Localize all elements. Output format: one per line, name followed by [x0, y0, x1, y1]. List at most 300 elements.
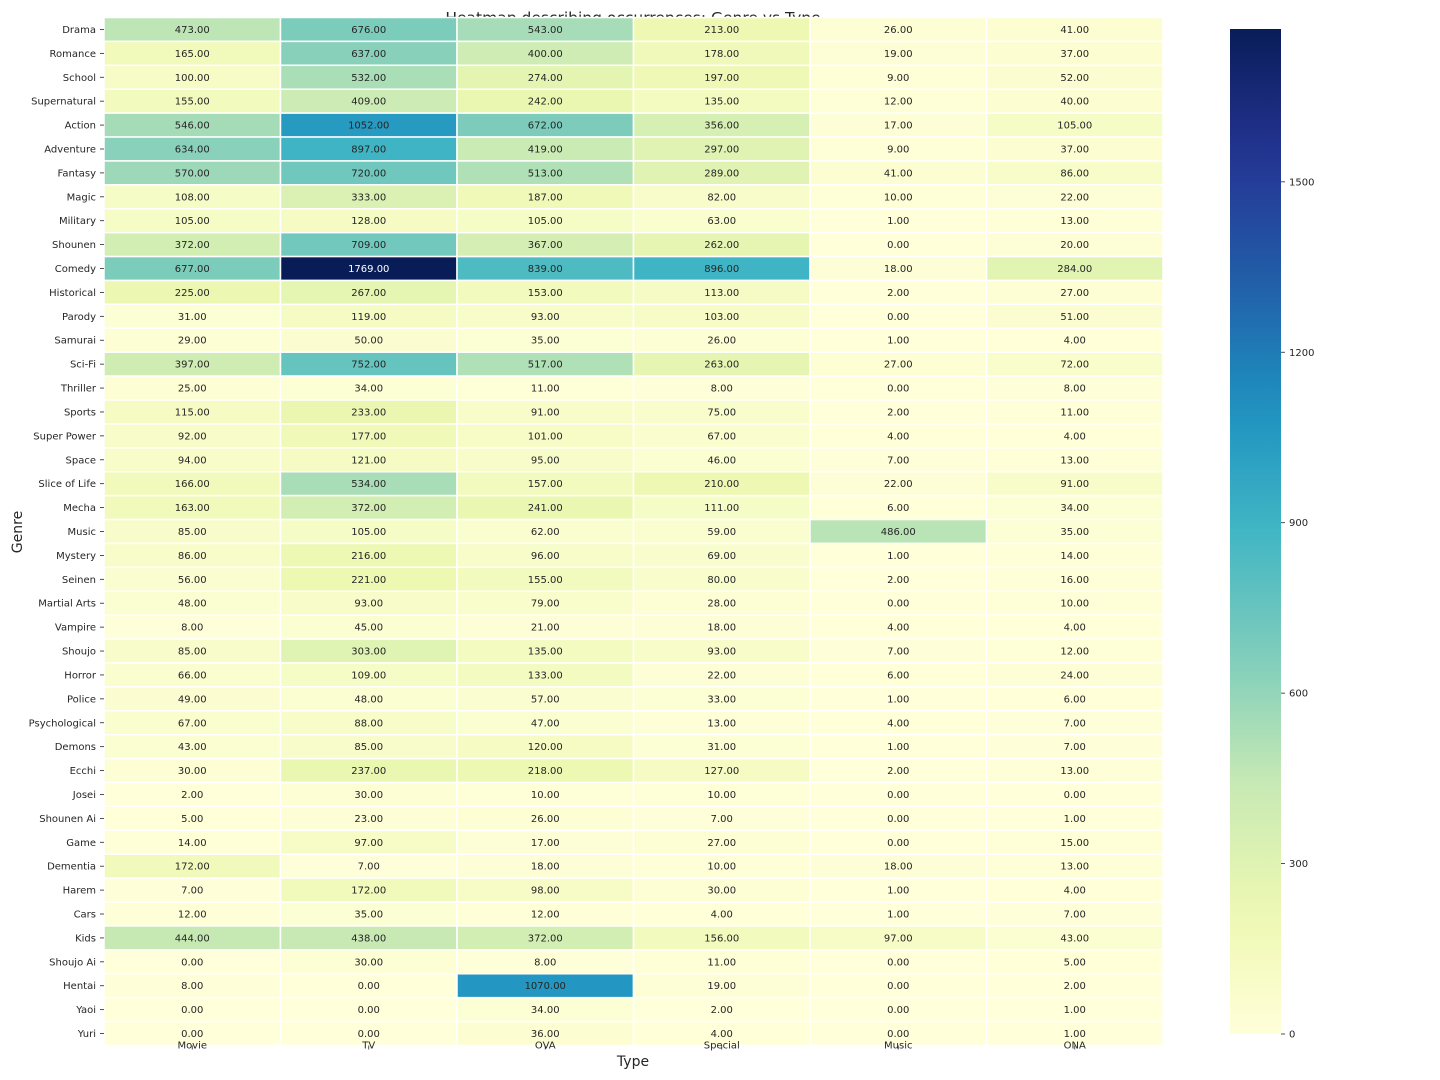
- cell-value-label: 0.00: [1063, 789, 1086, 801]
- y-tick-label: Romance: [49, 48, 96, 60]
- cell-value-label: 22.00: [707, 670, 737, 682]
- cell-value-label: 103.00: [704, 311, 740, 323]
- cell-value-label: 62.00: [530, 527, 560, 538]
- y-tick-label: Adventure: [44, 144, 96, 156]
- cell-value-label: 289.00: [704, 168, 740, 180]
- cell-value-label: 19.00: [707, 981, 737, 993]
- cell-value-label: 534.00: [351, 479, 387, 491]
- cell-value-label: 155.00: [527, 574, 563, 586]
- cell-value-label: 6.00: [887, 670, 910, 682]
- cell-value-label: 634.00: [174, 144, 210, 156]
- cell-value-label: 94.00: [177, 455, 207, 467]
- cell-value-label: 29.00: [177, 335, 207, 347]
- cell-value-label: 0.00: [887, 789, 910, 801]
- y-tick-label: Historical: [49, 287, 96, 299]
- y-tick-label: Kids: [75, 933, 96, 945]
- cell-value-label: 21.00: [530, 622, 560, 634]
- cell-value-label: 0.00: [887, 311, 910, 323]
- cell-value-label: 14.00: [177, 837, 207, 849]
- cell-value-label: 720.00: [351, 168, 387, 180]
- cell-value-label: 677.00: [174, 264, 210, 276]
- cell-value-label: 0.00: [887, 813, 910, 825]
- cell-value-label: 0.00: [887, 837, 910, 849]
- cell-value-label: 12.00: [1060, 646, 1090, 658]
- y-tick-label: Demons: [54, 742, 96, 754]
- colorbar-tick-label: 300: [1289, 859, 1309, 871]
- cell-value-label: 0.00: [181, 957, 204, 969]
- cell-value-label: 41.00: [883, 168, 913, 180]
- cell-value-label: 372.00: [527, 933, 563, 945]
- cell-value-label: 10.00: [883, 192, 913, 204]
- y-tick-label: Ecchi: [69, 766, 96, 778]
- cell-value-label: 752.00: [351, 359, 387, 371]
- y-tick-label: Yaoi: [76, 1005, 96, 1017]
- cell-value-label: 2.00: [1063, 981, 1086, 993]
- cell-value-label: 31.00: [707, 742, 737, 754]
- cell-value-label: 274.00: [527, 72, 563, 84]
- cell-value-label: 57.00: [530, 694, 560, 706]
- y-axis-label: Genre: [10, 510, 26, 554]
- cell-value-label: 13.00: [1060, 455, 1090, 467]
- cell-value-label: 82.00: [707, 192, 737, 204]
- cell-value-label: 111.00: [704, 503, 740, 515]
- y-tick-label: Shoujo Ai: [49, 957, 96, 969]
- cell-value-label: 7.00: [887, 455, 910, 467]
- y-tick-label: Super Power: [33, 431, 96, 443]
- cell-value-label: 1769.00: [348, 264, 390, 276]
- cell-value-label: 18.00: [707, 622, 737, 634]
- cell-value-label: 7.00: [710, 813, 733, 825]
- cell-value-label: 86.00: [177, 550, 207, 562]
- y-tick-label: Horror: [64, 670, 96, 682]
- colorbar: [1230, 29, 1281, 1034]
- heatmap-cells: [104, 18, 1163, 1046]
- y-tick-label: Hentai: [63, 981, 96, 993]
- cell-value-label: 26.00: [883, 24, 913, 36]
- cell-value-label: 7.00: [357, 861, 380, 873]
- cell-value-label: 30.00: [354, 957, 384, 969]
- cell-value-label: 43.00: [1060, 933, 1090, 945]
- cell-value-label: 13.00: [1060, 216, 1090, 228]
- cell-value-label: 35.00: [530, 335, 560, 347]
- cell-value-label: 101.00: [527, 431, 563, 443]
- y-tick-label: Seinen: [61, 574, 96, 586]
- cell-value-label: 10.00: [707, 789, 737, 801]
- cell-value-label: 333.00: [351, 192, 387, 204]
- cell-value-label: 27.00: [1060, 287, 1090, 299]
- cell-value-label: 897.00: [351, 144, 387, 156]
- cell-value-label: 28.00: [707, 598, 737, 610]
- cell-value-label: 51.00: [1060, 311, 1090, 323]
- y-tick-label: Space: [65, 455, 96, 467]
- cell-value-label: 172.00: [174, 861, 210, 873]
- cell-value-label: 242.00: [527, 96, 563, 108]
- y-tick-label: Thriller: [60, 383, 96, 395]
- cell-value-label: 177.00: [351, 431, 387, 443]
- cell-value-label: 41.00: [1060, 24, 1090, 36]
- y-tick-label: Military: [58, 216, 96, 228]
- cell-value-label: 163.00: [174, 503, 210, 515]
- cell-value-label: 532.00: [351, 72, 387, 84]
- x-tick-label: Special: [703, 1040, 740, 1052]
- cell-value-label: 13.00: [1060, 861, 1090, 873]
- cell-value-label: 67.00: [177, 718, 207, 730]
- cell-value-label: 30.00: [177, 766, 207, 778]
- cell-value-label: 7.00: [181, 885, 204, 897]
- y-tick-label: Mystery: [56, 550, 96, 562]
- cell-value-label: 135.00: [527, 646, 563, 658]
- cell-value-label: 59.00: [707, 527, 737, 538]
- cell-value-label: 13.00: [707, 718, 737, 730]
- cell-value-label: 233.00: [351, 407, 387, 419]
- y-tick-label: Mecha: [63, 503, 96, 515]
- cell-value-label: 66.00: [177, 670, 207, 682]
- cell-value-label: 9.00: [887, 72, 910, 84]
- cell-value-label: 0.00: [181, 1005, 204, 1017]
- cell-value-label: 213.00: [704, 24, 740, 36]
- cell-value-label: 0.00: [887, 981, 910, 993]
- cell-value-label: 1.00: [887, 335, 910, 347]
- cell-value-label: 12.00: [883, 96, 913, 108]
- cell-value-label: 18.00: [883, 861, 913, 873]
- cell-value-label: 67.00: [707, 431, 737, 443]
- cell-value-label: 69.00: [707, 550, 737, 562]
- cell-value-label: 4.00: [1063, 335, 1086, 347]
- cell-value-label: 40.00: [1060, 96, 1090, 108]
- cell-value-label: 210.00: [704, 479, 740, 491]
- cell-value-label: 56.00: [177, 574, 207, 586]
- cell-value-label: 2.00: [887, 766, 910, 778]
- cell-value-label: 120.00: [527, 742, 563, 754]
- cell-value-label: 24.00: [1060, 670, 1090, 682]
- x-axis-label: Type: [616, 1054, 650, 1070]
- y-tick-label: Drama: [62, 24, 96, 36]
- y-tick-label: Harem: [62, 885, 96, 897]
- cell-value-label: 79.00: [530, 598, 560, 610]
- cell-value-label: 172.00: [351, 885, 387, 897]
- y-tick-label: Game: [66, 837, 96, 849]
- cell-value-label: 157.00: [527, 479, 563, 491]
- y-tick-label: Slice of Life: [38, 479, 96, 491]
- cell-value-label: 241.00: [527, 503, 563, 515]
- cell-value-label: 48.00: [354, 694, 384, 706]
- cell-value-label: 31.00: [177, 311, 207, 323]
- cell-value-label: 86.00: [1060, 168, 1090, 180]
- y-tick-label: Music: [67, 527, 96, 538]
- cell-value-label: 6.00: [1063, 694, 1086, 706]
- cell-value-label: 486.00: [880, 527, 916, 538]
- cell-value-label: 37.00: [1060, 48, 1090, 60]
- cell-value-label: 709.00: [351, 240, 387, 252]
- cell-value-label: 2.00: [181, 789, 204, 801]
- cell-value-label: 1052.00: [348, 120, 390, 132]
- y-tick-label: Sports: [63, 407, 96, 419]
- cell-value-label: 26.00: [707, 335, 737, 347]
- cell-value-label: 237.00: [351, 766, 387, 778]
- y-tick-label: Samurai: [54, 335, 96, 347]
- cell-value-label: 11.00: [1060, 407, 1090, 419]
- cell-value-label: 1.00: [887, 885, 910, 897]
- cell-value-label: 93.00: [354, 598, 384, 610]
- cell-value-label: 2.00: [887, 574, 910, 586]
- cell-value-label: 218.00: [527, 766, 563, 778]
- cell-value-label: 10.00: [707, 861, 737, 873]
- y-tick-label: Cars: [73, 909, 96, 921]
- cell-value-label: 263.00: [704, 359, 740, 371]
- cell-value-label: 10.00: [1060, 598, 1090, 610]
- cell-value-label: 14.00: [1060, 550, 1090, 562]
- colorbar-ticks: [1281, 177, 1314, 1040]
- cell-value-label: 100.00: [174, 72, 210, 84]
- cell-value-label: 12.00: [530, 909, 560, 921]
- cell-value-label: 45.00: [354, 622, 384, 634]
- y-tick-label: Supernatural: [31, 96, 96, 108]
- cell-value-label: 17.00: [883, 120, 913, 132]
- cell-value-label: 133.00: [527, 670, 563, 682]
- y-tick-label: Josei: [72, 789, 96, 801]
- cell-value-label: 91.00: [530, 407, 560, 419]
- y-tick-label: Shounen: [52, 240, 96, 252]
- cell-value-label: 80.00: [707, 574, 737, 586]
- cell-value-label: 108.00: [174, 192, 210, 204]
- cell-value-label: 155.00: [174, 96, 210, 108]
- cell-value-label: 473.00: [174, 24, 210, 36]
- cell-value-label: 419.00: [527, 144, 563, 156]
- cell-value-label: 93.00: [530, 311, 560, 323]
- cell-value-label: 35.00: [1060, 527, 1090, 538]
- cell-value-label: 91.00: [1060, 479, 1090, 491]
- cell-value-label: 92.00: [177, 431, 207, 443]
- y-tick-label: School: [62, 72, 96, 84]
- cell-value-label: 7.00: [887, 646, 910, 658]
- cell-value-label: 8.00: [181, 981, 204, 993]
- cell-value-label: 105.00: [351, 527, 387, 538]
- cell-value-label: 4.00: [1063, 885, 1086, 897]
- y-tick-label: Psychological: [28, 718, 96, 730]
- cell-value-label: 97.00: [883, 933, 913, 945]
- cell-value-label: 34.00: [530, 1005, 560, 1017]
- cell-value-label: 4.00: [887, 718, 910, 730]
- cell-value-label: 33.00: [707, 694, 737, 706]
- cell-value-label: 543.00: [527, 24, 563, 36]
- cell-value-label: 1.00: [887, 550, 910, 562]
- cell-value-label: 105.00: [527, 216, 563, 228]
- cell-value-label: 75.00: [707, 407, 737, 419]
- cell-value-label: 46.00: [707, 455, 737, 467]
- cell-value-label: 0.00: [887, 383, 910, 395]
- cell-value-label: 7.00: [1063, 718, 1086, 730]
- cell-value-label: 11.00: [530, 383, 560, 395]
- cell-value-label: 18.00: [883, 264, 913, 276]
- cell-value-label: 153.00: [527, 287, 563, 299]
- cell-value-label: 30.00: [354, 789, 384, 801]
- cell-value-label: 22.00: [883, 479, 913, 491]
- cell-value-label: 15.00: [1060, 837, 1090, 849]
- cell-value-label: 517.00: [527, 359, 563, 371]
- cell-value-label: 1.00: [887, 909, 910, 921]
- x-tick-label: TV: [362, 1040, 376, 1052]
- cell-value-label: 20.00: [1060, 240, 1090, 252]
- cell-value-label: 4.00: [1063, 622, 1086, 634]
- cell-value-label: 97.00: [354, 837, 384, 849]
- cell-value-label: 1.00: [1063, 1029, 1086, 1041]
- cell-value-label: 2.00: [887, 407, 910, 419]
- y-tick-label: Shoujo: [61, 646, 96, 658]
- cell-value-label: 85.00: [177, 646, 207, 658]
- y-tick-label: Comedy: [54, 264, 96, 276]
- cell-value-label: 127.00: [704, 766, 740, 778]
- x-tick-label: OVA: [534, 1040, 556, 1052]
- cell-value-label: 672.00: [527, 120, 563, 132]
- cell-value-label: 23.00: [354, 813, 384, 825]
- cell-value-label: 105.00: [1057, 120, 1093, 132]
- cell-value-label: 438.00: [351, 933, 387, 945]
- cell-value-label: 372.00: [174, 240, 210, 252]
- y-tick-label: Police: [67, 694, 96, 706]
- cell-value-label: 50.00: [354, 335, 384, 347]
- cell-value-label: 221.00: [351, 574, 387, 586]
- cell-value-label: 17.00: [530, 837, 560, 849]
- cell-value-label: 4.00: [887, 622, 910, 634]
- cell-value-label: 0.00: [357, 981, 380, 993]
- y-tick-label: Fantasy: [57, 168, 96, 180]
- cell-value-label: 0.00: [887, 240, 910, 252]
- cell-value-label: 16.00: [1060, 574, 1090, 586]
- y-tick-label: Magic: [66, 192, 96, 204]
- cell-value-label: 1.00: [1063, 813, 1086, 825]
- cell-value-label: 113.00: [704, 287, 740, 299]
- cell-value-label: 48.00: [177, 598, 207, 610]
- cell-value-label: 372.00: [351, 503, 387, 515]
- cell-value-label: 896.00: [704, 264, 740, 276]
- cell-value-label: 8.00: [1063, 383, 1086, 395]
- y-tick-label: Vampire: [54, 622, 96, 634]
- cell-value-label: 5.00: [181, 813, 204, 825]
- cell-value-label: 47.00: [530, 718, 560, 730]
- cell-value-label: 262.00: [704, 240, 740, 252]
- cell-value-label: 119.00: [351, 311, 387, 323]
- cell-value-label: 34.00: [354, 383, 384, 395]
- cell-value-label: 0.00: [887, 1005, 910, 1017]
- cell-value-label: 156.00: [704, 933, 740, 945]
- cell-value-label: 13.00: [1060, 766, 1090, 778]
- cell-value-label: 0.00: [887, 957, 910, 969]
- cell-value-label: 22.00: [1060, 192, 1090, 204]
- cell-value-label: 85.00: [354, 742, 384, 754]
- cell-value-label: 216.00: [351, 550, 387, 562]
- cell-value-label: 1.00: [887, 216, 910, 228]
- cell-value-label: 297.00: [704, 144, 740, 156]
- cell-value-label: 88.00: [354, 718, 384, 730]
- cell-value-label: 25.00: [177, 383, 207, 395]
- cell-value-label: 397.00: [174, 359, 210, 371]
- cell-value-label: 839.00: [527, 264, 563, 276]
- cell-value-label: 570.00: [174, 168, 210, 180]
- cell-value-label: 356.00: [704, 120, 740, 132]
- x-tick-label: Movie: [177, 1040, 208, 1052]
- cell-value-label: 178.00: [704, 48, 740, 60]
- y-tick-label: Yuri: [77, 1029, 96, 1041]
- cell-value-label: 8.00: [181, 622, 204, 634]
- cell-value-label: 36.00: [530, 1029, 560, 1041]
- cell-value-label: 5.00: [1063, 957, 1086, 969]
- colorbar-tick-label: 1500: [1289, 177, 1315, 189]
- cell-value-label: 0.00: [887, 598, 910, 610]
- cell-value-label: 35.00: [354, 909, 384, 921]
- cell-value-label: 10.00: [530, 789, 560, 801]
- cell-value-label: 85.00: [177, 527, 207, 538]
- cell-value-label: 8.00: [710, 383, 733, 395]
- cell-value-label: 49.00: [177, 694, 207, 706]
- x-tick-label: Music: [884, 1040, 913, 1052]
- cell-value-label: 128.00: [351, 216, 387, 228]
- colorbar-tick-label: 0: [1289, 1029, 1296, 1041]
- cell-value-label: 0.00: [357, 1029, 380, 1041]
- y-tick-label: Action: [64, 120, 96, 132]
- cell-value-label: 637.00: [351, 48, 387, 60]
- colorbar-tick-label: 600: [1289, 688, 1309, 700]
- cell-value-label: 93.00: [707, 646, 737, 658]
- cell-value-label: 27.00: [707, 837, 737, 849]
- cell-value-label: 8.00: [534, 957, 557, 969]
- cell-value-label: 0.00: [357, 1005, 380, 1017]
- y-tick-labels: [29, 25, 104, 1040]
- cell-value-label: 367.00: [527, 240, 563, 252]
- cell-value-label: 7.00: [1063, 742, 1086, 754]
- cell-value-label: 96.00: [530, 550, 560, 562]
- cell-value-label: 34.00: [1060, 503, 1090, 515]
- cell-value-label: 4.00: [710, 1029, 733, 1041]
- cell-value-label: 197.00: [704, 72, 740, 84]
- cell-value-label: 19.00: [883, 48, 913, 60]
- cell-value-label: 165.00: [174, 48, 210, 60]
- y-tick-label: Dementia: [47, 861, 96, 873]
- cell-value-label: 409.00: [351, 96, 387, 108]
- cell-value-label: 187.00: [527, 192, 563, 204]
- cell-value-label: 676.00: [351, 24, 387, 36]
- cell-value-label: 115.00: [174, 407, 210, 419]
- cell-value-label: 27.00: [883, 359, 913, 371]
- cell-value-label: 400.00: [527, 48, 563, 60]
- cell-value-label: 4.00: [887, 431, 910, 443]
- y-tick-label: Sci-Fi: [69, 359, 96, 371]
- cell-value-label: 18.00: [530, 861, 560, 873]
- cell-value-label: 105.00: [174, 216, 210, 228]
- y-tick-label: Parody: [62, 311, 96, 323]
- cell-value-label: 1.00: [887, 742, 910, 754]
- cell-value-label: 4.00: [710, 909, 733, 921]
- cell-value-label: 0.00: [181, 1029, 204, 1041]
- cell-value-label: 444.00: [174, 933, 210, 945]
- cell-value-label: 513.00: [527, 168, 563, 180]
- colorbar-tick-label: 900: [1289, 518, 1309, 530]
- cell-value-label: 135.00: [704, 96, 740, 108]
- cell-value-label: 0.00: [887, 1029, 910, 1041]
- cell-value-label: 7.00: [1063, 909, 1086, 921]
- cell-value-label: 284.00: [1057, 264, 1093, 276]
- cell-value-label: 63.00: [707, 216, 737, 228]
- x-tick-label: ONA: [1063, 1040, 1086, 1052]
- cell-value-label: 1.00: [1063, 1005, 1086, 1017]
- cell-value-label: 121.00: [351, 455, 387, 467]
- cell-value-label: 2.00: [710, 1005, 733, 1017]
- cell-value-label: 72.00: [1060, 359, 1090, 371]
- cell-value-label: 166.00: [174, 479, 210, 491]
- cell-value-label: 52.00: [1060, 72, 1090, 84]
- cell-value-label: 95.00: [530, 455, 560, 467]
- cell-value-label: 30.00: [707, 885, 737, 897]
- y-tick-label: Shounen Ai: [39, 813, 96, 825]
